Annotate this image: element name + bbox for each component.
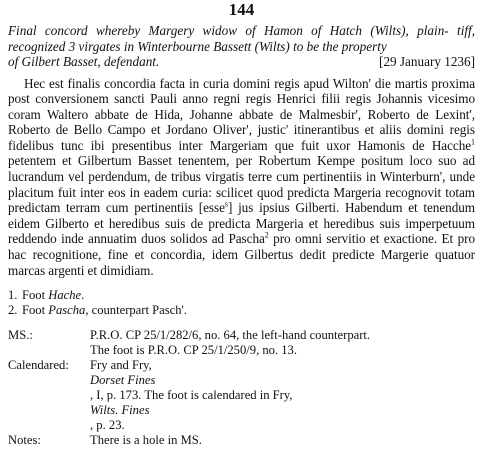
footnote-text: Foot xyxy=(22,303,49,318)
ms-line-2: The foot is P.R.O. CP 25/1/250/9, no. 13. xyxy=(90,343,297,358)
calendared-body xyxy=(90,358,477,433)
footnote-number: 2. xyxy=(8,303,18,318)
footnote-ref-1: 1 xyxy=(471,137,475,147)
footnote-italic: Hache xyxy=(48,288,82,303)
summary xyxy=(8,23,475,54)
footnote-text: Foot xyxy=(22,288,49,303)
calendared-title: Wilts. Fines xyxy=(90,403,150,418)
footnote-1 xyxy=(8,288,477,303)
superscript-s: s xyxy=(224,199,228,209)
footnote-ref-2: 2 xyxy=(264,231,269,241)
summary-date: [29 January 1236] xyxy=(379,54,475,69)
calendared-text: Fry and Fry, xyxy=(90,358,152,373)
calendared-text: , I, p. 173. The foot is calendared in Fry, xyxy=(90,388,293,403)
footnote-italic: Pascha xyxy=(48,303,86,318)
apparatus xyxy=(8,328,477,448)
latin-text xyxy=(8,76,475,279)
notes-body: There is a hole in MS. xyxy=(90,433,202,448)
calendared-label: Calendared: xyxy=(8,358,69,373)
entry-number: 144 xyxy=(228,0,255,19)
apparatus-calendared xyxy=(8,358,477,433)
latin-text-part-4: pro omni servitio et exactione. Et pro hac recognitione, fine et concordia, idem Gilbertus dedit predicte Margerie quatuor marcas argenti et dimidiam. xyxy=(8,231,475,278)
ms-body xyxy=(90,328,477,358)
footnotes xyxy=(8,288,477,318)
ms-label: MS.: xyxy=(8,328,33,343)
footnote-number: 1. xyxy=(8,288,18,303)
summary-line-3: of Gilbert Basset, defendant. xyxy=(8,54,160,69)
apparatus-ms xyxy=(8,328,477,358)
calendared-line-2 xyxy=(90,403,477,433)
latin-text-part-3: ] jus ipsius Gilberti. Habendum et tenendum eidem Gilberto et heredibus suis de predicta Margeria et heredibus suis imperpetuum reddendo inde annuatim duos solidos ad Pascha xyxy=(8,200,475,247)
apparatus-notes xyxy=(8,433,477,448)
summary-line-2: tiff, recognized 3 virgates in Winterbourne Bassett (Wilts) to be the property xyxy=(8,23,475,54)
footnote-italic: Pasch' xyxy=(152,303,184,318)
calendared-text: , p. 23. xyxy=(90,418,125,433)
latin-text-part-1: Hec est finalis concordia facta in curia domini regis apud Wilton' die martis proxima post conversionem sancti Pauli anno regni regis Henrici filii regis Johannis vicesimo coram Waltero abbate de Hida, Johanne abbate de Malmesbir', Roberto de Lexint', Roberto de Bello Campo et Jordano Oliver', justic' itinerantibus et aliis domini regis fidelibus tunc ibi presentibus inter Margeriam que fuit uxor Hamonis de Hacche xyxy=(8,75,475,153)
footnote-text: . xyxy=(81,288,85,303)
notes-label: Notes: xyxy=(8,433,41,448)
calendared-line-1 xyxy=(90,358,477,403)
summary-line-1: Final concord whereby Margery widow of Hamon of Hatch (Wilts), plain- xyxy=(8,23,449,38)
calendared-title: Dorset Fines xyxy=(90,373,156,388)
summary-last-line xyxy=(8,54,475,70)
ms-line-1: P.R.O. CP 25/1/282/6, no. 64, the left-hand counterpart. xyxy=(90,328,371,343)
latin-text-part-2: petentem et Gilbertum Basset tenentem, per Robertum Kempe positum loco suo ad lucrandum vel perdendum, de tribus virgatis terre cum pertinentiis in Winterburn', unde placitum fuit inter eos in eadem curia: scilicet quod predicta Margeria recognovit totam predictam terram cum pertinentiis [esse xyxy=(8,153,475,216)
footnote-2 xyxy=(8,303,477,318)
footnote-text: , counterpart xyxy=(85,303,153,318)
footnote-text: . xyxy=(183,303,187,318)
